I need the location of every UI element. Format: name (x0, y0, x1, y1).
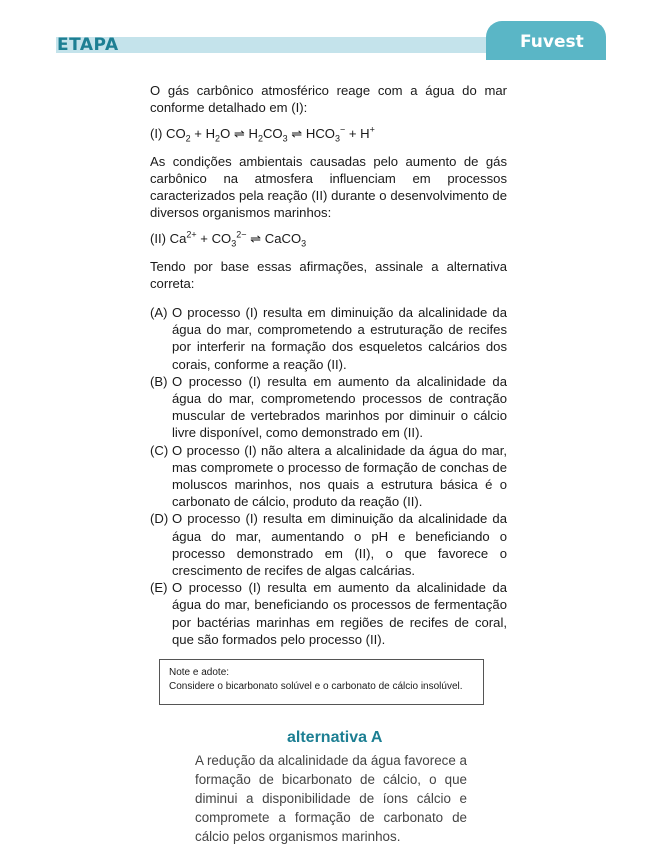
question-body (150, 82, 507, 648)
option-letter: (A) (150, 305, 168, 321)
intro-paragraph: O gás carbônico atmosférico reage com a água do mar conforme detalhado em (I): (150, 83, 507, 116)
option-letter: (D) (150, 511, 169, 527)
header-band (56, 37, 520, 53)
option-letter: (E) (150, 580, 168, 596)
option-d[interactable] (150, 510, 507, 579)
context-paragraph: As condições ambientais causadas pelo aumento de gás carbônico na atmosfera influenciam em processos caracterizados pela reação (II) durante o desenvolvimento de diversos organismos marinhos: (150, 153, 507, 221)
answer-explanation: A redução da alcalinidade da água favorece a formação de bicarbonato de cálcio, o que diminui a disponibilidade de íons cálcio e compromete a formação de carbonato de cálcio pelos organismos marinhos. (195, 753, 467, 844)
option-text: O processo (I) resulta em aumento da alcalinidade da água do mar, comprometendo processos de contração muscular de vertebrados marinhos por diminuir o cálcio livre disponível, como demonstrado em (II). (172, 373, 507, 441)
answer-title: alternativa A (287, 729, 383, 746)
option-letter: (C) (150, 442, 169, 458)
note-box (159, 659, 484, 705)
note-text: Considere o bicarbonato solúvel e o carbonato de cálcio insolúvel. (169, 681, 463, 692)
option-b[interactable] (150, 373, 507, 442)
option-e[interactable] (150, 579, 507, 648)
note-title: Note e adote: (169, 667, 230, 678)
exam-name: Fuvest (520, 32, 584, 52)
option-a[interactable] (150, 304, 507, 373)
options-list (150, 304, 507, 648)
option-text: O processo (I) resulta em diminuição da alcalinidade da água do mar, aumentando o pH e beneficiando o processo demonstrado em (II), o que favorece o crescimento de recifes de algas calcárias. (172, 511, 507, 579)
option-c[interactable] (150, 442, 507, 511)
question-prompt: Tendo por base essas afirmações, assinale a alternativa correta: (150, 258, 507, 291)
option-letter: (B) (150, 373, 168, 389)
option-text: O processo (I) resulta em aumento da alcalinidade da água do mar, beneficiando os processos de fermentação por bactérias marinhas em regiões de recifes de coral, que são formados pelo processo (II). (172, 580, 507, 647)
equation-2: (II) $Ca^{2+} + CO_3^{2-}$ ⇌ CaCO$_3$ (150, 230, 307, 250)
etapa-logo: ETAPA (57, 35, 119, 55)
equation-1: (I) $CO_2 + H_2O$ ⇌ $H_2CO_3$ ⇌ $HCO_3^- + H^+$ (150, 125, 375, 145)
option-text: O processo (I) não altera a alcalinidade da água do mar, mas compromete o processo de formação de conchas de moluscos marinhos, nos quais a estrutura básica é o carbonato de cálcio, produto da reação (II). (172, 442, 507, 510)
option-text: O processo (I) resulta em diminuição da alcalinidade da água do mar, comprometendo a estruturação de recifes por interferir na formação dos esqueletos calcários dos corais, conforme a reação (II). (172, 305, 507, 372)
